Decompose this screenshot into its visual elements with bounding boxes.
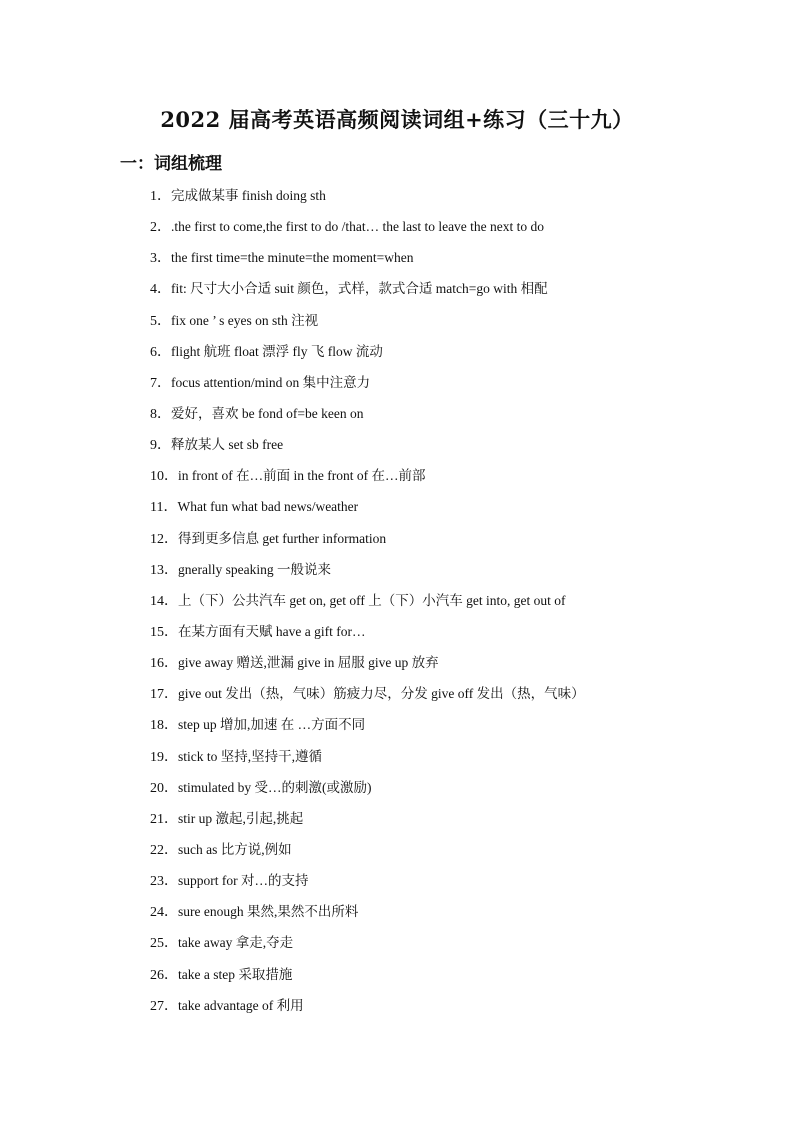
list-item-text: 上（下）公共汽车 get on, get off 上（下）小汽车 get into, get out of (178, 592, 566, 608)
list-item (150, 310, 710, 341)
list-item-text: stimulated by 受…的刺激(或激励) (178, 779, 372, 795)
list-item-text: give away 赠送,泄漏 give in 屈服 give up 放弃 (178, 655, 439, 671)
list-item-text: What fun what bad news/weather (177, 499, 359, 515)
list-item (150, 278, 710, 309)
list-item-text: the first time=the minute=the moment=when (171, 250, 414, 266)
list-item (150, 995, 710, 1026)
list-item-number: 5． (150, 313, 171, 329)
list-item (150, 870, 710, 901)
list-item-text: take advantage of 利用 (178, 997, 304, 1013)
list-item (150, 465, 710, 496)
list-item-number: 2． (150, 220, 171, 236)
list-item-number: 10． (150, 469, 178, 485)
list-item-number: 27． (150, 998, 178, 1014)
list-item-number: 8． (150, 406, 171, 422)
list-item (150, 403, 710, 434)
list-item-text: 爱好，喜欢 be fond of=be keen on (171, 405, 364, 421)
list-item-number: 19． (150, 749, 178, 765)
list-item-number: 12． (150, 531, 178, 547)
list-item-number: 16． (150, 656, 178, 672)
list-item-number: 17． (150, 687, 178, 703)
list-item-text: 在某方面有天赋 have a gift for… (178, 623, 366, 639)
section-heading: 一：词组梳理 (120, 154, 222, 174)
list-item-text: such as 比方说,例如 (178, 841, 292, 857)
list-item-text: fit: 尺寸大小合适 suit 颜色，式样，款式合适 match=go with 相配 (171, 281, 548, 297)
list-item-number: 25． (150, 936, 178, 952)
list-item-number: 7． (150, 375, 171, 391)
list-item-number: 24． (150, 905, 178, 921)
list-item (150, 932, 710, 963)
list-item (150, 341, 710, 372)
list-item-text: take away 拿走,夺走 (178, 935, 294, 951)
list-item (150, 683, 710, 714)
list-item (150, 372, 710, 403)
list-item-text: 得到更多信息 get further information (178, 530, 387, 546)
list-item-text: .the first to come,the first to do /that… the last to leave the next to do (171, 219, 545, 235)
list-item-number: 6． (150, 344, 171, 360)
list-item-text: 完成做某事 finish doing sth (171, 188, 326, 203)
list-item (150, 901, 710, 932)
list-item (150, 185, 710, 216)
phrase-list (150, 185, 710, 1026)
list-item-text: step up 增加,加速 在 …方面不同 (178, 717, 366, 733)
list-item-text: flight 航班 float 漂浮 fly 飞 flow 流动 (171, 343, 383, 359)
list-item (150, 590, 710, 621)
list-item (150, 621, 710, 652)
list-item (150, 247, 710, 278)
list-item (150, 216, 710, 247)
list-item-text: in front of 在…前面 in the front of 在…前部 (178, 468, 426, 484)
list-item-number: 1． (150, 189, 171, 204)
list-item-text: 释放某人 set sb free (171, 437, 284, 453)
list-item-number: 22． (150, 842, 178, 858)
list-item-number: 3． (150, 251, 171, 267)
list-item-text: gnerally speaking 一般说来 (178, 561, 331, 577)
list-item-number: 11． (150, 500, 178, 516)
list-item (150, 839, 710, 870)
list-item-number: 18． (150, 718, 178, 734)
list-item-text: fix one ’ s eyes on sth 注视 (171, 312, 319, 328)
list-item (150, 528, 710, 559)
list-item-number: 21． (150, 811, 178, 827)
list-item-text: stick to 坚持,坚持干,遵循 (178, 748, 322, 764)
list-item (150, 652, 710, 683)
list-item-number: 14． (150, 593, 178, 609)
list-item (150, 964, 710, 995)
document-title: 2022 届高考英语高频阅读词组+练习（三十九） (160, 107, 634, 132)
list-item-number: 9． (150, 438, 171, 454)
list-item-number: 26． (150, 967, 178, 983)
list-item-number: 13． (150, 562, 178, 578)
list-item-number: 20． (150, 780, 178, 796)
list-item-number: 4． (150, 282, 171, 298)
list-item-text: support for 对…的支持 (178, 873, 309, 889)
list-item-number: 15． (150, 624, 178, 640)
list-item-text: focus attention/mind on 集中注意力 (171, 374, 371, 390)
list-item (150, 808, 710, 839)
list-item (150, 777, 710, 808)
list-item (150, 559, 710, 590)
list-item (150, 746, 710, 777)
list-item-text: stir up 激起,引起,挑起 (178, 810, 304, 826)
list-item (150, 714, 710, 745)
list-item-number: 23． (150, 874, 178, 890)
list-item-text: sure enough 果然,果然不出所料 (178, 904, 359, 920)
list-item (150, 434, 710, 465)
list-item-text: give out 发出（热，气味）筋疲力尽，分发 give off 发出（热，气味） (178, 686, 585, 702)
list-item (150, 496, 710, 527)
list-item-text: take a step 采取措施 (178, 966, 293, 982)
